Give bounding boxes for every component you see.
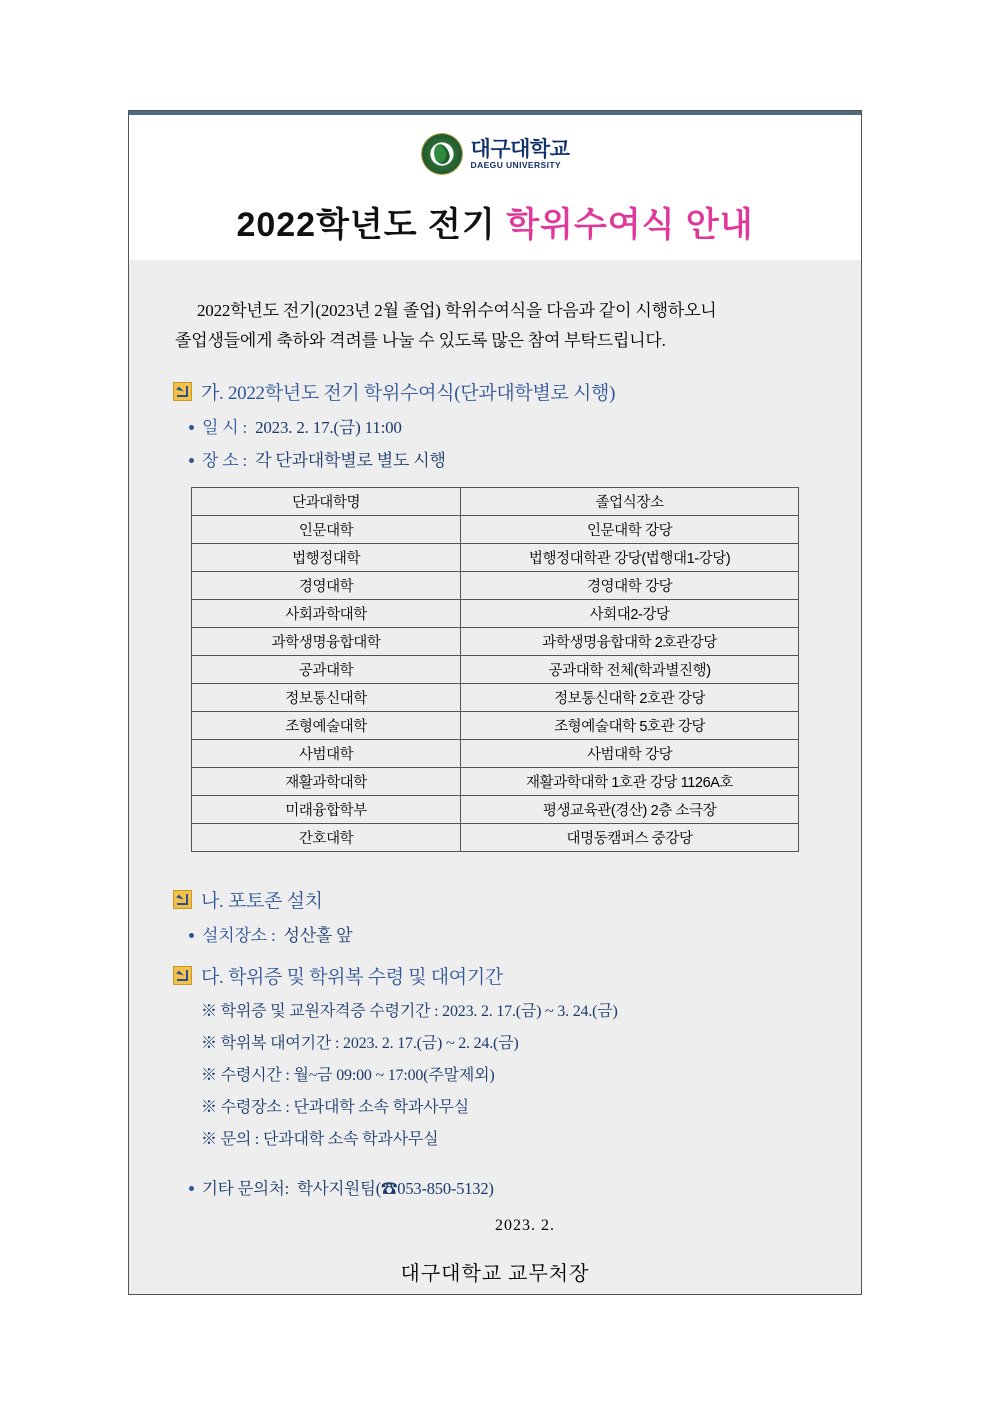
section-heading-b bbox=[173, 886, 861, 913]
table-row bbox=[192, 515, 799, 543]
page-title-part1: 2022학년도 전기 bbox=[236, 206, 507, 244]
cell-venue: 대명동캠퍼스 중강당 bbox=[461, 823, 799, 851]
cell-venue: 경영대학 강당 bbox=[461, 571, 799, 599]
section-c-title: 다. 학위증 및 학위복 수령 및 대여기간 bbox=[201, 966, 503, 988]
contact-label: 기타 문의처: bbox=[202, 1178, 290, 1198]
leaf-icon bbox=[431, 142, 451, 166]
table-header-college: 단과대학명 bbox=[192, 487, 461, 515]
section-c-note: ※ 학위증 및 교원자격증 수령기간 : 2023. 2. 17.(금) ~ 3. 24.(금) bbox=[201, 1002, 618, 1020]
cell-college: 법행정대학 bbox=[192, 543, 461, 571]
arrow-marker-icon bbox=[173, 966, 192, 985]
cell-college: 과학생명융합대학 bbox=[192, 627, 461, 655]
contact-line bbox=[189, 1175, 861, 1199]
cell-venue: 정보통신대학 2호관 강당 bbox=[461, 683, 799, 711]
cell-college: 재활과학대학 bbox=[192, 767, 461, 795]
contact-value: 학사지원팀(☎053-850-5132) bbox=[297, 1178, 494, 1198]
cell-college: 간호대학 bbox=[192, 823, 461, 851]
intro-paragraph bbox=[129, 260, 861, 356]
college-venue-table bbox=[191, 487, 799, 852]
table-row bbox=[192, 739, 799, 767]
bullet-value: 각 단과대학별로 별도 시행 bbox=[255, 450, 446, 470]
table-row bbox=[192, 795, 799, 823]
logo-korean-name: 대구대학교 bbox=[470, 137, 570, 161]
cell-college: 조형예술대학 bbox=[192, 711, 461, 739]
table-body bbox=[192, 487, 799, 851]
section-a-bullet-location bbox=[189, 446, 861, 471]
table-row bbox=[192, 599, 799, 627]
bullet-label: 설치장소 : bbox=[202, 925, 276, 945]
table-row bbox=[192, 823, 799, 851]
section-a-bullet-datetime bbox=[189, 413, 861, 438]
table-row bbox=[192, 683, 799, 711]
arrow-marker-icon bbox=[173, 890, 192, 909]
cell-venue: 과학생명융합대학 2호관강당 bbox=[461, 627, 799, 655]
bullet-dot-icon bbox=[189, 458, 194, 463]
section-c-note: ※ 수령시간 : 월~금 09:00 ~ 17:00(주말제외) bbox=[201, 1066, 495, 1084]
bullet-label: 일 시 : bbox=[202, 417, 248, 437]
cell-college: 경영대학 bbox=[192, 571, 461, 599]
cell-college: 정보통신대학 bbox=[192, 683, 461, 711]
table-row bbox=[192, 571, 799, 599]
section-c-note: ※ 수령장소 : 단과대학 소속 학과사무실 bbox=[201, 1098, 469, 1116]
cell-college: 사회과학대학 bbox=[192, 599, 461, 627]
document-body bbox=[129, 260, 861, 1295]
bullet-dot-icon bbox=[189, 1186, 194, 1191]
section-c-note: ※ 문의 : 단과대학 소속 학과사무실 bbox=[201, 1130, 439, 1148]
cell-venue: 사범대학 강당 bbox=[461, 739, 799, 767]
cell-venue: 법행정대학관 강당(법행대1-강당) bbox=[461, 543, 799, 571]
table-header-venue: 졸업식장소 bbox=[461, 487, 799, 515]
bullet-dot-icon bbox=[189, 425, 194, 430]
cell-venue: 평생교육관(경산) 2층 소극장 bbox=[461, 795, 799, 823]
bullet-label: 장 소 : bbox=[202, 450, 248, 470]
cell-venue: 공과대학 전체(학과별진행) bbox=[461, 655, 799, 683]
intro-line-1: 2022학년도 전기(2023년 2월 졸업) 학위수여식을 다음과 같이 시행하오니 bbox=[197, 301, 717, 320]
notice-page bbox=[128, 110, 862, 1295]
table-row bbox=[192, 655, 799, 683]
document-signature: 대구대학교 교무처장 bbox=[400, 1262, 590, 1285]
table-row bbox=[192, 543, 799, 571]
section-b-title: 나. 포토존 설치 bbox=[201, 890, 323, 912]
page-title-part2: 학위수여식 안내 bbox=[506, 206, 754, 244]
cell-venue: 인문대학 강당 bbox=[461, 515, 799, 543]
table-header-row bbox=[192, 487, 799, 515]
cell-venue: 재활과학대학 1호관 강당 1126A호 bbox=[461, 767, 799, 795]
table-row bbox=[192, 767, 799, 795]
page-title bbox=[129, 197, 861, 246]
daegu-university-emblem-icon bbox=[421, 133, 463, 175]
cell-venue: 조형예술대학 5호관 강당 bbox=[461, 711, 799, 739]
intro-line-2: 졸업생들에게 축하와 격려를 나눌 수 있도록 많은 참여 부탁드립니다. bbox=[175, 330, 666, 350]
section-heading-a bbox=[173, 378, 861, 405]
document-header bbox=[129, 115, 861, 260]
bullet-value: 2023. 2. 17.(금) 11:00 bbox=[255, 417, 402, 437]
section-heading-c bbox=[173, 962, 861, 989]
bullet-value: 성산홀 앞 bbox=[283, 925, 353, 945]
section-c-note: ※ 학위복 대여기간 : 2023. 2. 17.(금) ~ 2. 24.(금) bbox=[201, 1034, 519, 1052]
cell-college: 미래융합학부 bbox=[192, 795, 461, 823]
section-a-title: 가. 2022학년도 전기 학위수여식(단과대학별로 시행) bbox=[201, 382, 616, 404]
cell-college: 사범대학 bbox=[192, 739, 461, 767]
document-date: 2023. 2. bbox=[495, 1216, 555, 1234]
university-logo bbox=[129, 133, 861, 175]
arrow-marker-icon bbox=[173, 382, 192, 401]
bullet-dot-icon bbox=[189, 933, 194, 938]
logo-text-block bbox=[471, 139, 570, 170]
cell-college: 공과대학 bbox=[192, 655, 461, 683]
section-b-bullet-location bbox=[189, 921, 861, 946]
logo-english-name: DAEGU UNIVERSITY bbox=[470, 159, 561, 170]
table-row bbox=[192, 711, 799, 739]
cell-venue: 사회대2-강당 bbox=[461, 599, 799, 627]
table-row bbox=[192, 627, 799, 655]
cell-college: 인문대학 bbox=[192, 515, 461, 543]
